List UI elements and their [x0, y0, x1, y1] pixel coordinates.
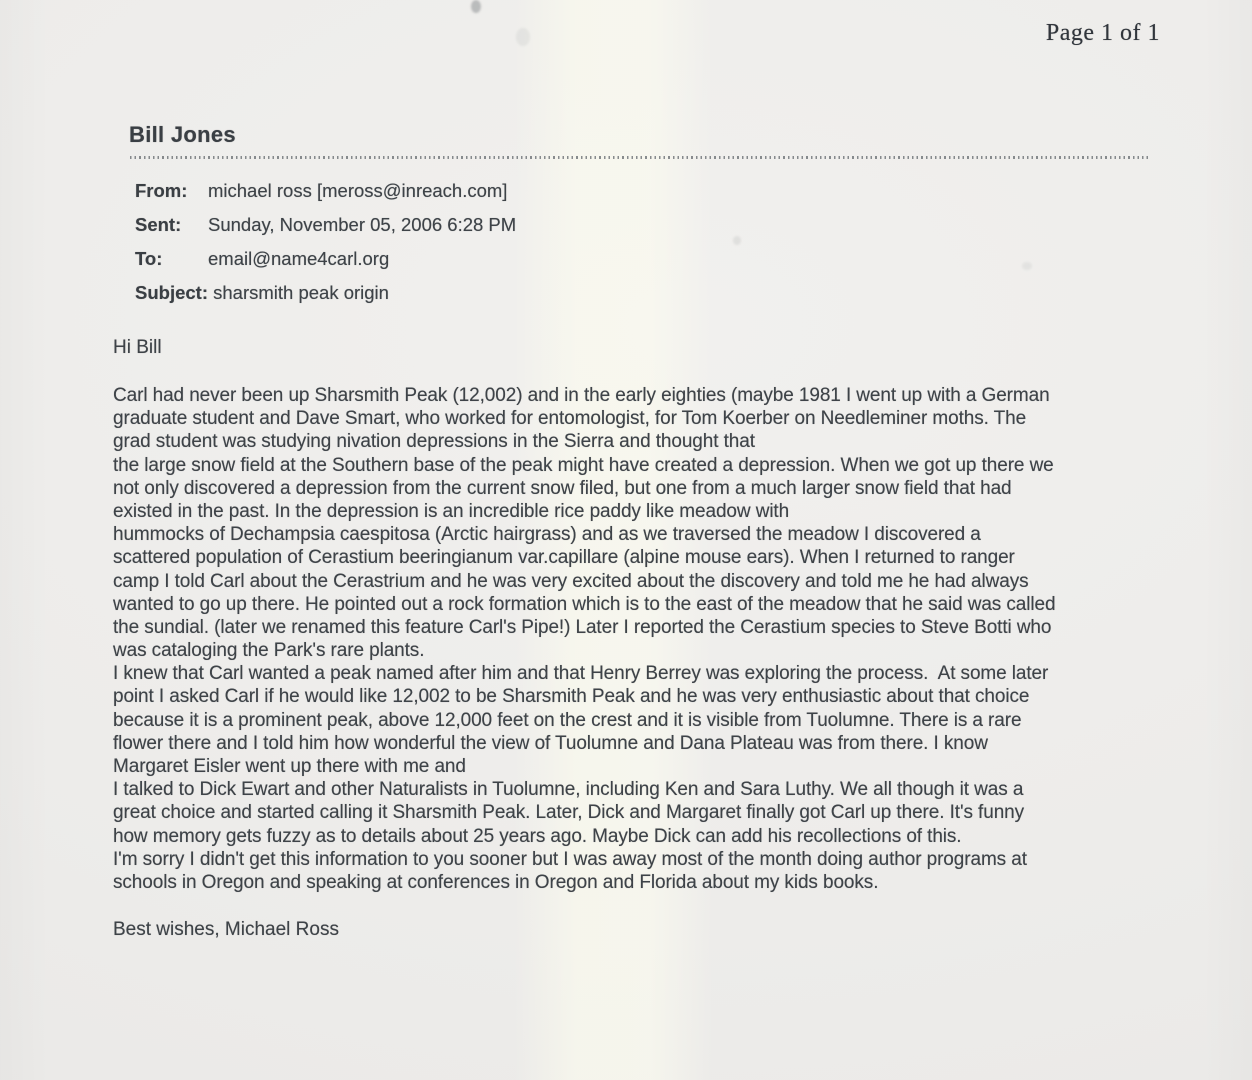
signature-text: Best wishes, Michael Ross — [113, 919, 339, 940]
body-line: I'm sorry I didn't get this information to you sooner but I was away most of the month doing author programs at — [113, 848, 1027, 870]
dotted-divider — [130, 156, 1150, 159]
to-label: To: — [135, 248, 163, 269]
subject-value: sharsmith peak origin — [213, 282, 389, 303]
body-line: Carl had never been up Sharsmith Peak (12,002) and in the early eighties (maybe 1981 I went up with a German — [113, 385, 1050, 406]
page-number: Page 1 of 1 — [1045, 20, 1160, 46]
header-row-subject — [135, 282, 835, 306]
sent-value: Sunday, November 05, 2006 6:28 PM — [208, 214, 517, 235]
body-line: schools in Oregon and speaking at conferences in Oregon and Florida about my kids books. — [113, 871, 879, 893]
subject-label: Subject: — [135, 282, 208, 303]
body-line: wanted to go up there. He pointed out a rock formation which is to the east of the meadow that he said was called — [113, 593, 1056, 615]
body-line: graduate student and Dave Smart, who worked for entomologist, for Tom Koerber on Needleminer moths. The — [113, 408, 1027, 430]
body-line: how memory gets fuzzy as to details about 25 years ago. Maybe Dick can add his recollections of this. — [113, 825, 962, 847]
body-line: was cataloging the Park's rare plants. — [113, 640, 425, 662]
body-line: great choice and started calling it Sharsmith Peak. Later, Dick and Margaret finally got Carl up there. It's funny — [113, 802, 1025, 824]
scan-speck — [1022, 262, 1032, 270]
from-label: From: — [135, 180, 188, 201]
body-line: Margaret Eisler went up there with me and — [113, 756, 466, 777]
recipient-name-heading: Bill Jones — [129, 122, 236, 147]
body-line: not only discovered a depression from the current snow filed, but one from a much larger snow field that had — [113, 477, 1012, 499]
body-line: point I asked Carl if he would like 12,002 to be Sharsmith Peak and he was very enthusiastic about that choice — [113, 686, 1030, 708]
header-row-from — [135, 180, 835, 204]
scan-speck — [516, 28, 530, 46]
body-line: existed in the past. In the depression is an incredible rice paddy like meadow with — [113, 500, 790, 522]
greeting-text: Hi Bill — [113, 337, 162, 358]
body-line: I knew that Carl wanted a peak named after him and that Henry Berrey was exploring the process. At some later — [113, 663, 1049, 685]
header-row-sent — [135, 214, 835, 238]
body-line: scattered population of Cerastium beeringianum var.capillare (alpine mouse ears). When I returned to ranger — [113, 547, 1015, 569]
body-line: flower there and I told him how wonderful the view of Tuolumne and Dana Plateau was from there. I know — [113, 732, 988, 754]
email-body — [113, 384, 1203, 894]
body-line: the large snow field at the Southern base of the peak might have created a depression. When we got up there we — [113, 454, 1054, 476]
sent-label: Sent: — [135, 214, 182, 235]
body-line: grad student was studying nivation depressions in the Sierra and thought that — [113, 431, 755, 453]
to-value: email@name4carl.org — [208, 248, 390, 269]
scan-speck — [471, 0, 481, 13]
body-line: hummocks of Dechampsia caespitosa (Arctic hairgrass) and as we traversed the meadow I discovered a — [113, 524, 981, 546]
from-value: michael ross [meross@inreach.com] — [208, 180, 508, 201]
body-line: camp I told Carl about the Cerastrium and he was very excited about the discovery and told me he had always — [113, 570, 1029, 592]
body-line: because it is a prominent peak, above 12,000 feet on the crest and it is visible from Tuolumne. There is a rare — [113, 709, 1022, 731]
header-row-to — [135, 248, 835, 272]
email-header-fields — [135, 180, 835, 316]
body-line: I talked to Dick Ewart and other Naturalists in Tuolumne, including Ken and Sara Luthy. We all though it was a — [113, 779, 1024, 801]
body-line: the sundial. (later we renamed this feature Carl's Pipe!) Later I reported the Cerastium species to Steve Botti who — [113, 616, 1052, 638]
